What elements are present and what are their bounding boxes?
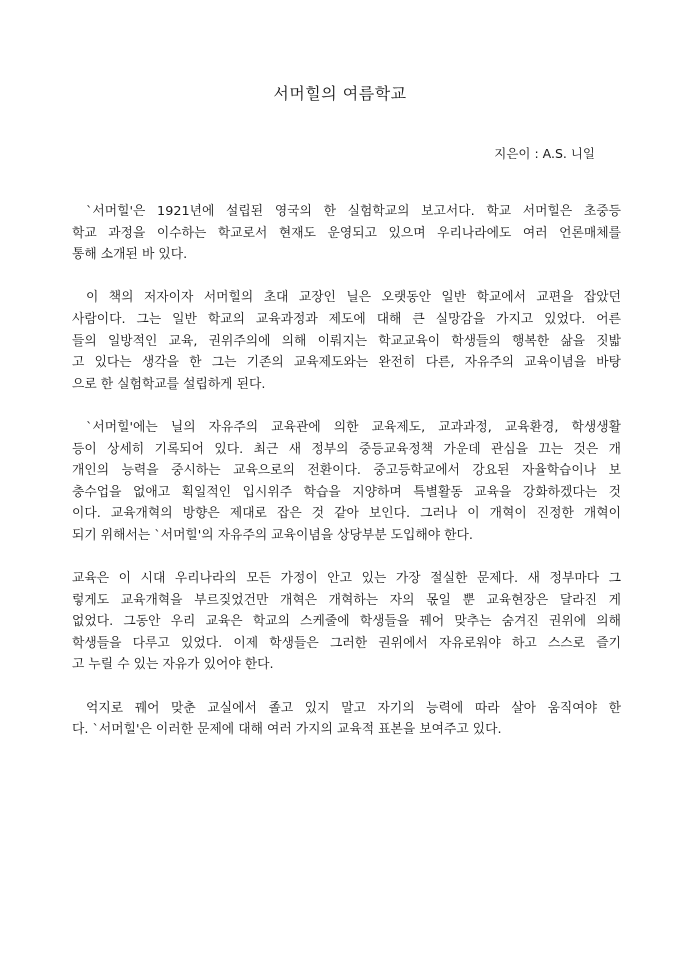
paragraph-line: 으로 한 실험학교를 설립하게 된다. — [72, 376, 266, 392]
paragraph-line: 이 책의 저자이자 서머힐의 초대 교장인 닐은 오랫동안 일반 학교에서 교편을 잡았던 — [86, 290, 621, 306]
author-line: 지은이 : A.S. 니일 — [494, 146, 595, 161]
paragraph-line: `서머힐'은 1921년에 설립된 영국의 한 실험학교의 보고서다. 학교 서머힐은 초중등 — [86, 204, 621, 219]
paragraph-line: 고 있다는 생각을 한 그는 기존의 교육제도와는 완전히 다른, 자유주의 교육이념을 바탕 — [72, 355, 621, 371]
paragraph-line: 등이 상세히 기록되어 있다. 최근 새 정부의 중등교육정책 가운데 관심을 끄는 것은 개 — [72, 441, 621, 457]
paragraph-line: 개인의 능력을 중시하는 교육으로의 전환이다. 중고등학교에서 강요된 자율학습이나 보 — [72, 463, 621, 479]
paragraph-line: 억지로 꿰어 맞춘 교실에서 졸고 있지 말고 자기의 능력에 따라 살아 움직여야 한 — [86, 700, 621, 716]
paragraph — [72, 417, 621, 547]
paragraph-line: 충수업을 없애고 획일적인 입시위주 학습을 지양하며 특별활동 교육을 강화하겠다는 것 — [72, 484, 621, 500]
paragraph-line: 들의 일방적인 교육, 권위주의에 의해 이뤄지는 학교교육이 학생들의 행복한 삶을 짓밟 — [72, 333, 621, 349]
paragraph-line: 사람이다. 그는 일반 학교의 교육과정과 제도에 대해 큰 실망감을 가지고 있었다. 어른 — [72, 311, 621, 327]
document-body — [72, 201, 621, 762]
paragraph-line: 학생들을 다루고 있었다. 이제 학생들은 그러한 권위에서 자유로워야 하고 스스로 즐기 — [72, 635, 621, 651]
paragraph-line: 다. `서머힐'은 이러한 문제에 대해 여러 가지의 교육적 표본을 보여주고 있다. — [72, 722, 502, 738]
paragraph-line: 이다. 교육개혁의 방향은 제대로 잡은 것 같아 보인다. 그러나 이 개혁이 진정한 개혁이 — [72, 506, 621, 522]
paragraph-line: 되기 위해서는 `서머힐'의 자유주의 교육이념을 상당부분 도입해야 한다. — [72, 527, 473, 543]
paragraph-line: 교육은 이 시대 우리나라의 모든 가정이 안고 있는 가장 절실한 문제다. 새 정부마다 그 — [72, 571, 621, 587]
paragraph — [72, 201, 621, 266]
paragraph-line: 렇게도 교육개혁을 부르짖었건만 개혁은 개혁하는 자의 몫일 뿐 교육현장은 달라진 게 — [72, 592, 621, 608]
paragraph-line: 없었다. 그동안 우리 교육은 학교의 스케줄에 학생들을 꿰어 맞추는 숨겨진 권위에 의해 — [72, 614, 621, 630]
paragraph-line: 고 누릴 수 있는 자유가 있어야 한다. — [72, 657, 274, 673]
paragraph-line: `서머힐'에는 닐의 자유주의 교육관에 의한 교육제도, 교과과정, 교육환경, 학생생활 — [86, 419, 621, 435]
paragraph-line: 학교 과정을 이수하는 학교로서 현재도 운영되고 있으며 우리나라에도 여러 언론매체를 — [72, 225, 621, 241]
paragraph — [72, 287, 621, 395]
paragraph-line: 통해 소개된 바 있다. — [72, 247, 188, 263]
paragraph — [72, 698, 621, 741]
document-title: 서머힐의 여름학교 — [273, 84, 407, 103]
paragraph — [72, 568, 621, 676]
